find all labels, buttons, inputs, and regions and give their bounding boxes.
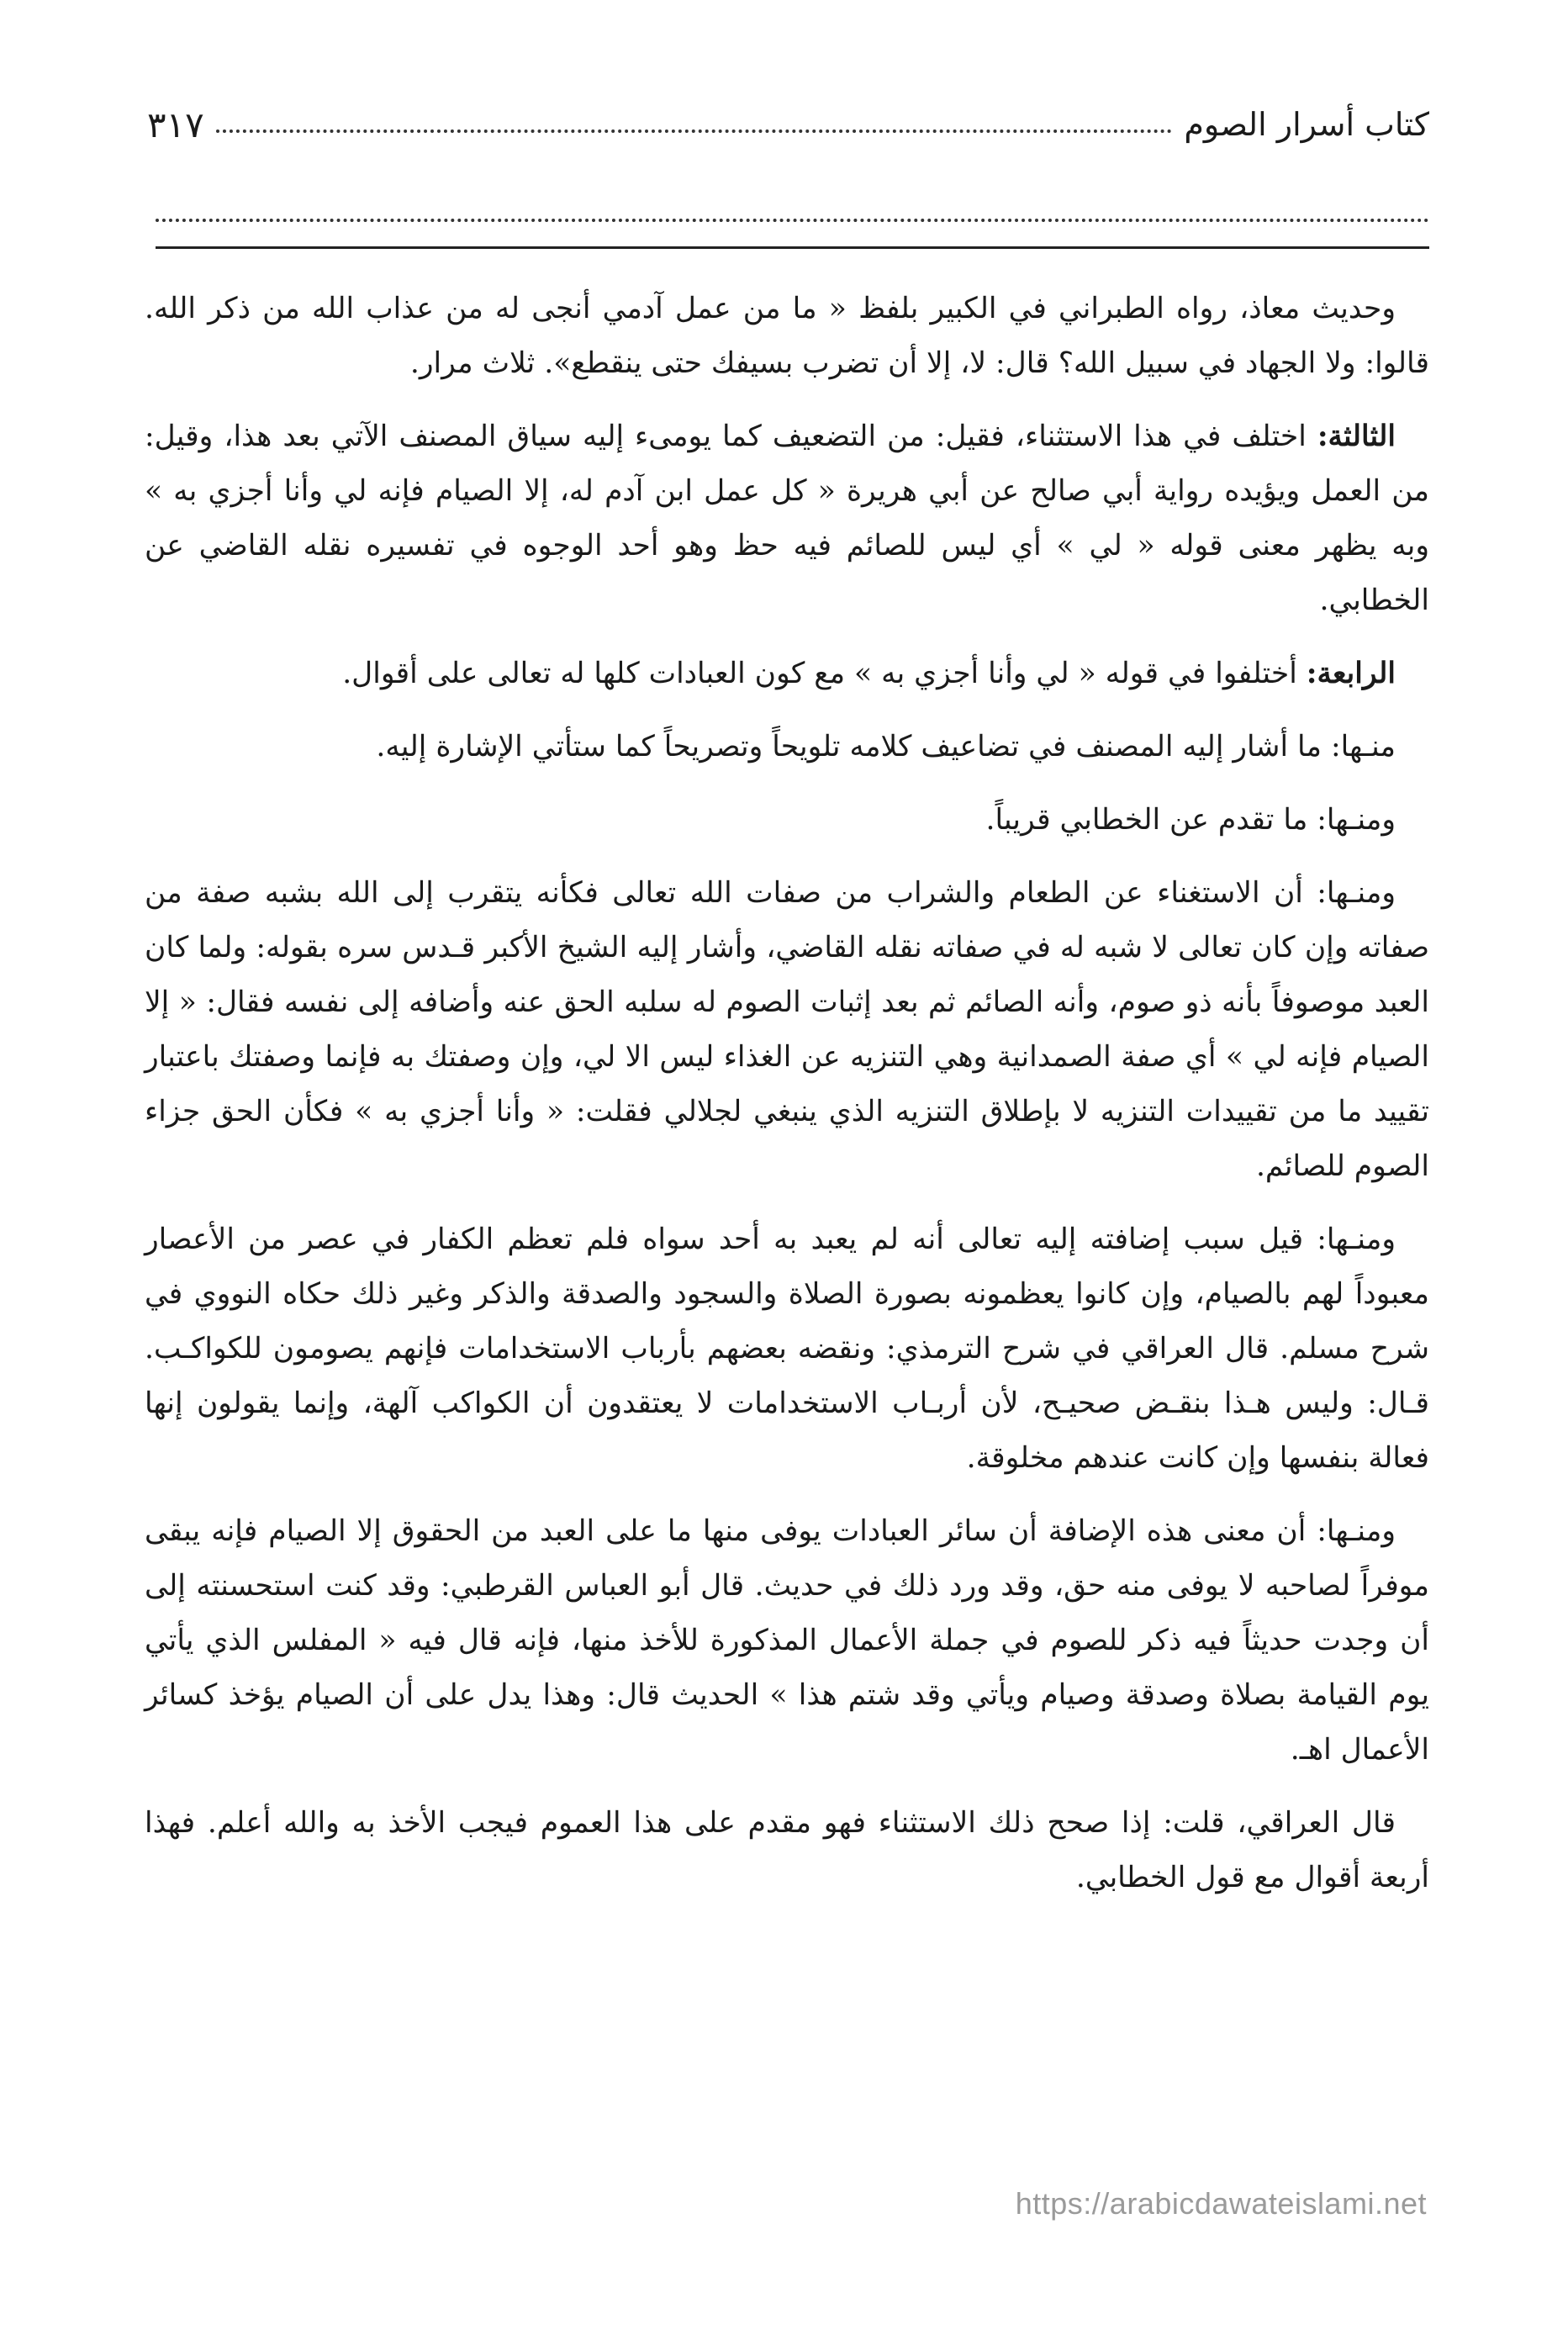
dotted-divider [156, 219, 1429, 222]
paragraph-9: قال العراقي، قلت: إذا صحح ذلك الاستثناء فهو مقدم على هذا العموم فيجب الأخذ به والله أعلم. فهذا أربعة أقوال مع قول الخطابي. [145, 1806, 1429, 1894]
paragraph-6: ومنـها: أن الاستغناء عن الطعام والشراب من صفات الله تعالى فكأنه يتقرب إلى الله بشبه صفة من صفاته وإن كان تعالى لا شبه له في صفاته نقله القاضي، وأشار إليه الشيخ الأكبر قـدس سره بقوله: ولما كان العبد موصوفاً بأنه ذو صوم، وأنه الصائم ثم بعد إثبات الصوم له سلبه الحق عنه وأضافه إلى نفسه فقال: « إلا الصيام فإنه لي » أي صفة الصمدانية وهي التنزيه عن الغذاء ليس الا لي، وإن وصفتك به فإنما وصفتك باعتبار تقييد ما من تقييدات التنزيه لا بإطلاق التنزيه الذي ينبغي لجلالي فقلت: « وأنا أجزي به » فكأن الحق جزاء الصوم للصائم. [145, 876, 1429, 1183]
page-number: ٣١٧ [147, 103, 204, 145]
section-heading-third: الثالثة: [1317, 420, 1396, 453]
main-text [145, 282, 1429, 1924]
paragraph-1: وحديث معاذ، رواه الطبراني في الكبير بلفظ « ما من عمل آدمي أنجى له من عذاب الله من ذكر الله. قالوا: ولا الجهاد في سبيل الله؟ قال: لا، إلا أن تضرب بسيفك حتى ينقطع». ثلاث مرار. [145, 292, 1429, 380]
paragraph-4: منـها: ما أشار إليه المصنف في تضاعيف كلامه تلويحاً وتصريحاً كما ستأتي الإشارة إليه. [376, 730, 1396, 763]
paragraph-7: ومنـها: قيل سبب إضافته إليه تعالى أنه لم يعبد به أحد سواه فلم تعظم الكفار في عصر من الأعصار معبوداً لهم بالصيام، وإن كانوا يعظمونه بصورة الصلاة والسجود والصدقة والذكر وغير ذلك حكاه النووي في شرح مسلم. قال العراقي في شرح الترمذي: ونقضه بعضهم بأرباب الاستخدامات فإنهم يصومون للكواكـب. قـال: وليس هـذا بنقـض صحيـح، لأن أربـاب الاستخدامات لا يعتقدون أن الكواكب آلهة، وإنما يقولون إنها فعالة بنفسها وإن كانت عندهم مخلوقة. [145, 1223, 1429, 1475]
paragraph-8: ومنـها: أن معنى هذه الإضافة أن سائر العبادات يوفى منها ما على العبد من الحقوق إلا الصيام فإنه يبقى موفراً لصاحبه لا يوفى منه حق، وقد ورد ذلك في حديث. قال أبو العباس القرطبي: وقد كنت استحسنته إلى أن وجدت حديثاً فيه ذكر للصوم في جملة الأعمال المذكورة للأخذ منها، فإنه قال فيه « المفلس الذي يأتي يوم القيامة بصلاة وصدقة وصيام ويأتي وقد شتم هذا » الحديث قال: وهذا يدل على أن الصيام يؤخذ كسائر الأعمال اهـ. [145, 1514, 1429, 1767]
watermark-url: https://arabicdawateislami.net [1015, 2186, 1427, 2221]
section-heading-fourth: الرابعة: [1306, 657, 1396, 690]
running-header [147, 99, 1429, 150]
paragraph-2: الثالثة: اختلف في هذا الاستثناء، فقيل: من التضعيف كما يومىء إليه سياق المصنف الآتي بعد هذا، وقيل: من العمل ويؤيده رواية أبي صالح عن أبي هريرة « كل عمل ابن آدم له، إلا الصيام فإنه لي وأنا أجزي به » وبه يظهر معنى قوله « لي » أي ليس للصائم فيه حظ وهو أحد الوجوه في تفسيره نقله القاضي عن الخطابي. [145, 420, 1429, 617]
book-title: كتاب أسرار الصوم [1184, 106, 1429, 143]
paragraph-5: ومنـها: ما تقدم عن الخطابي قريباً. [985, 803, 1396, 837]
solid-divider [156, 246, 1429, 249]
leader-dots [216, 129, 1173, 133]
paragraph-3: الرابعة: أختلفوا في قوله « لي وأنا أجزي به » مع كون العبادات كلها له تعالى على أقوال. [342, 657, 1396, 690]
